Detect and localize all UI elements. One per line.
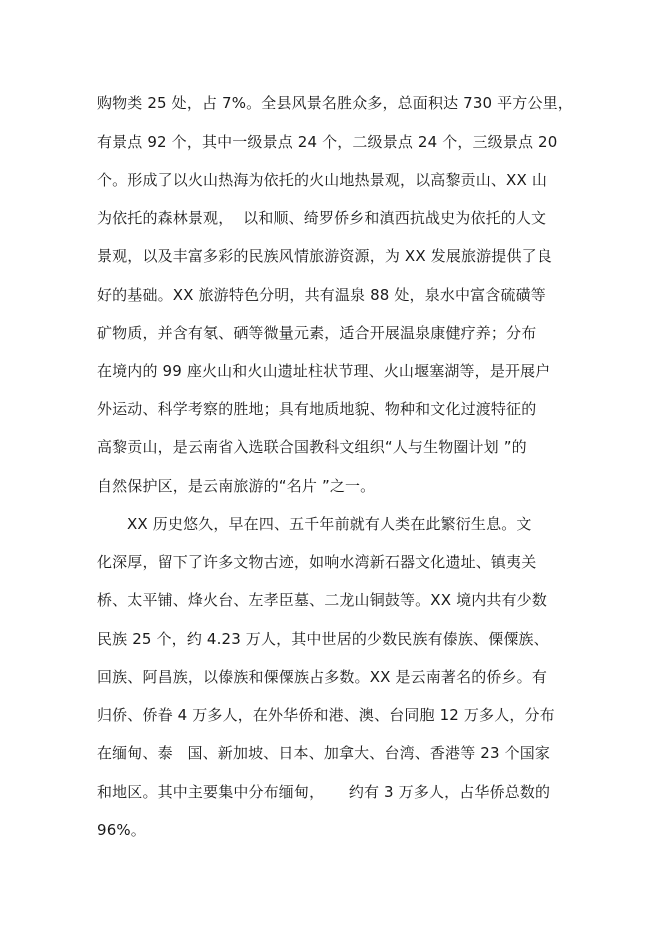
text-line: 自然保护区，是云南旅游的“名片 ”之一。 bbox=[97, 477, 376, 495]
text-line: 购物类 25 处，占 7%。全县风景名胜众多，总面积达 730 平方公里， bbox=[97, 94, 573, 112]
text-line: 高黎贡山，是云南省入选联合国教科文组织“人与生物圈计划 ”的 bbox=[97, 438, 527, 456]
text-line: 矿物质，并含有氡、硒等微量元素，适合开展温泉康健疗养；分布 bbox=[97, 324, 537, 342]
text-line: 化深厚，留下了许多文物古迹，如响水湾新石器文化遗址、镇夷关 bbox=[97, 553, 537, 571]
text-line: 桥、太平铺、烽火台、左孝臣墓、二龙山铜鼓等。XX 境内共有少数 bbox=[97, 591, 547, 609]
text-line: 民族 25 个，约 4.23 万人，其中世居的少数民族有傣族、傈僳族、 bbox=[97, 630, 549, 648]
text-line: 在缅甸、泰 国、新加坡、日本、加拿大、台湾、香港等 23 个国家 bbox=[97, 744, 551, 762]
text-line: 好的基础。XX 旅游特色分明，共有温泉 88 处，泉水中富含硫磺等 bbox=[97, 286, 546, 304]
text-line: 96%。 bbox=[97, 821, 146, 839]
text-line: 有景点 92 个，其中一级景点 24 个，二级景点 24 个，三级景点 20 bbox=[97, 133, 558, 151]
text-line: 景观，以及丰富多彩的民族风情旅游资源，为 XX 发展旅游提供了良 bbox=[97, 247, 552, 265]
text-line: XX 历史悠久，早在四、五千年前就有人类在此繁衍生息。文 bbox=[127, 515, 532, 533]
text-line: 在境内的 99 座火山和火山遗址柱状节理、火山堰塞湖等，是开展户 bbox=[97, 362, 551, 380]
text-line: 归侨、侨眷 4 万多人，在外华侨和港、澳、台同胞 12 万多人，分布 bbox=[97, 706, 555, 724]
text-line: 和地区。其中主要集中分布缅甸， 约有 3 万多人，占华侨总数的 bbox=[97, 783, 551, 801]
text-line: 外运动、科学考察的胜地；具有地质地貌、物种和文化过渡特征的 bbox=[97, 400, 537, 418]
text-line: 回族、阿昌族，以傣族和傈僳族占多数。XX 是云南著名的侨乡。有 bbox=[97, 668, 547, 686]
text-line: 为依托的森林景观， 以和顺、绮罗侨乡和滇西抗战史为依托的人文 bbox=[97, 209, 547, 227]
text-line: 个。形成了以火山热海为依托的火山地热景观，以高黎贡山、XX 山 bbox=[97, 171, 547, 189]
